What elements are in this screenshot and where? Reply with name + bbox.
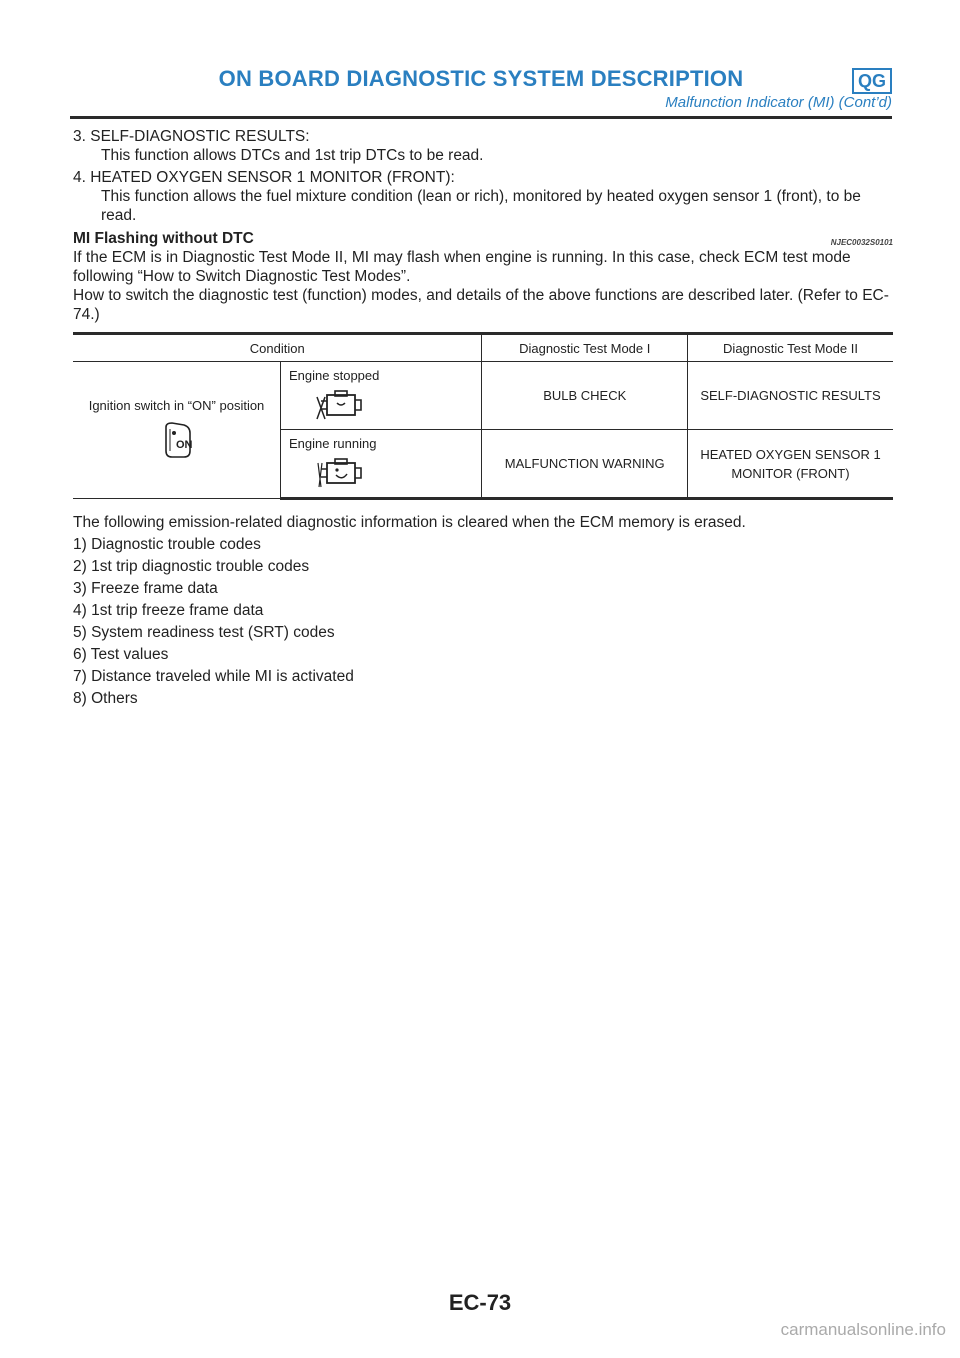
condition-cell [73,362,281,499]
mode2-cell: HEATED OXYGEN SENSOR 1 MONITOR (FRONT) [687,430,893,499]
table-header-mode1: Diagnostic Test Mode I [482,334,688,362]
engine-state-label: Engine running [289,436,377,451]
page-number: EC-73 [448,1290,512,1315]
engine-state-cell [281,430,482,499]
table-row [73,362,893,430]
list-item: 2) 1st trip diagnostic trouble codes [73,558,310,575]
cleared-info-section [73,512,893,710]
engine-running-icon [315,457,365,491]
main-content [73,127,893,710]
model-badge: QG [852,68,892,94]
function-item [73,127,893,165]
key-on-text: ON [175,439,192,451]
page-title: ON BOARD DIAGNOSTIC SYSTEM DESCRIPTION [218,66,744,91]
mode1-cell: BULB CHECK [482,362,688,430]
header-divider [70,116,892,119]
section-paragraph: How to switch the diagnostic test (function) modes, and details of the above functions are described later. (Refer to EC-74.) [73,287,889,323]
function-title: 3. SELF-DIAGNOSTIC RESULTS: [73,128,310,145]
cleared-list [73,534,893,710]
function-title: 4. HEATED OXYGEN SENSOR 1 MONITOR (FRONT): [73,169,455,186]
mode1-cell: MALFUNCTION WARNING [482,430,688,499]
mode2-cell: SELF-DIAGNOSTIC RESULTS [687,362,893,430]
function-description: This function allows DTCs and 1st trip DTCs to be read. [101,147,484,164]
list-item: 3) Freeze frame data [73,580,218,597]
function-item [73,168,893,225]
cleared-intro: The following emission-related diagnostic information is cleared when the ECM memory is erased. [73,514,746,531]
watermark: carmanualsonline.info [780,1320,946,1339]
diagnostic-mode-table [73,332,893,500]
engine-state-label: Engine stopped [289,368,380,383]
page-subtitle: Malfunction Indicator (MI) (Cont’d) [665,94,892,111]
list-item: 4) 1st trip freeze frame data [73,602,264,619]
page-header [70,66,892,122]
section-paragraph: If the ECM is in Diagnostic Test Mode II, MI may flash when engine is running. In this case, check ECM test mode following “How to Switch Diagnostic Test Modes”. [73,249,851,285]
list-item: 6) Test values [73,646,169,663]
engine-state-cell [281,362,482,430]
list-item: 1) Diagnostic trouble codes [73,536,261,553]
condition-label: Ignition switch in “ON” position [88,398,265,413]
function-description: This function allows the fuel mixture condition (lean or rich), monitored by heated oxygen sensor 1 (front), to be read. [101,188,861,224]
engine-stopped-icon [315,389,365,423]
section-title-text: MI Flashing without DTC [73,230,254,247]
list-item: 8) Others [73,690,138,707]
table-header-row [73,334,893,362]
table-header-mode2: Diagnostic Test Mode II [687,334,893,362]
list-item: 5) System readiness test (SRT) codes [73,624,335,641]
ignition-key-icon [73,421,280,464]
section-code: NJEC0032S0101 [830,238,893,247]
table-header-condition: Condition [73,334,482,362]
section-heading [73,229,893,248]
list-item: 7) Distance traveled while MI is activated [73,668,354,685]
